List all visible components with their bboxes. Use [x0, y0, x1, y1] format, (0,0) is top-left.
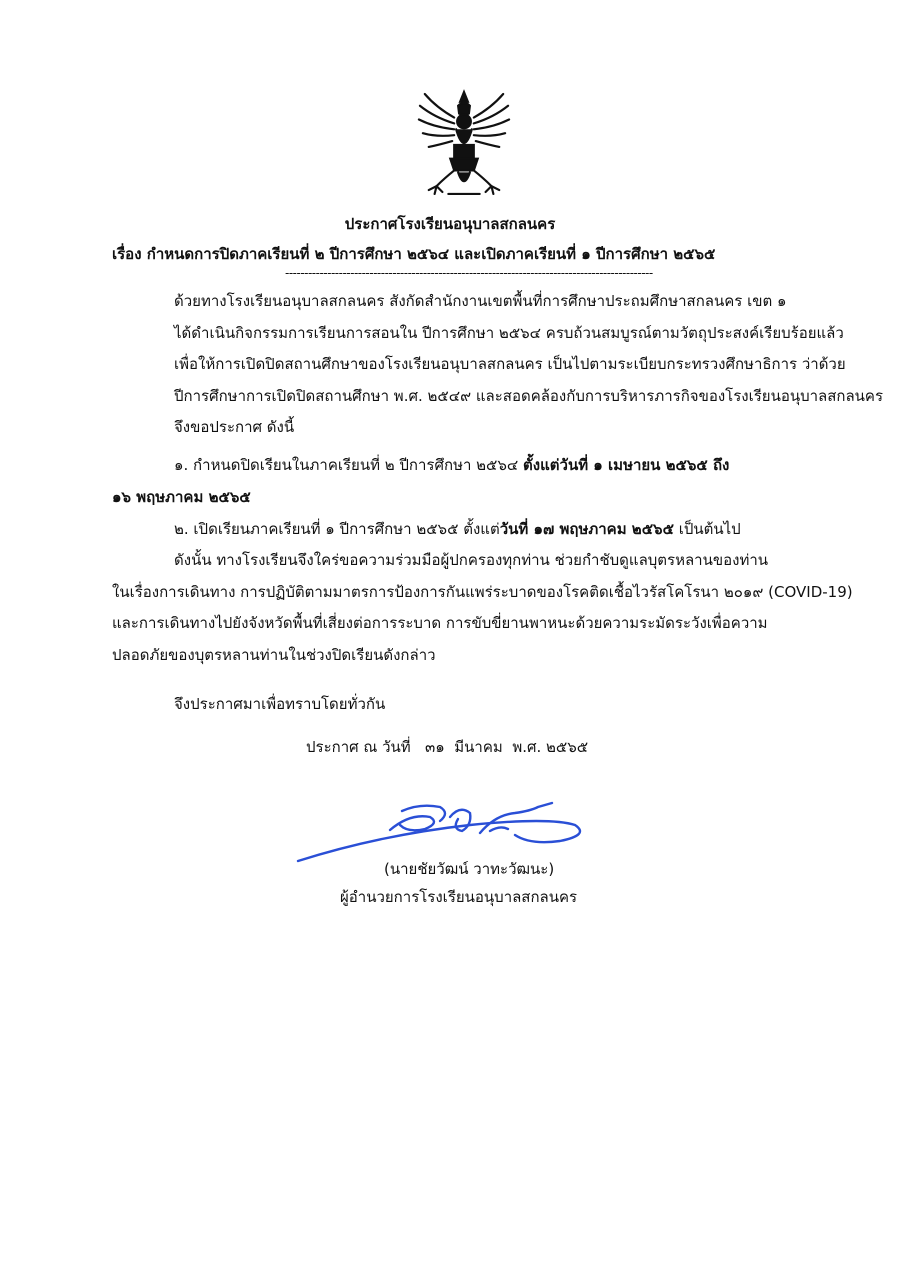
intro-line: จึงขอประกาศ ดังนี้	[174, 418, 295, 436]
announcement-title: ประกาศโรงเรียนอนุบาลสกลนคร	[344, 215, 556, 233]
item-1-text: ๑. กำหนดปิดเรียนในภาคเรียนที่ ๒ ปีการศึกษา ๒๕๖๔	[174, 456, 524, 474]
item-1-end-date: ๑๖ พฤษภาคม ๒๕๖๕	[112, 487, 251, 506]
signatory-name: (นายชัยวัฒน์ วาทะวัฒนะ)	[384, 860, 555, 878]
request-line: และการเดินทางไปยังจังหวัดพื้นที่เสี่ยงต่อการระบาด การขับขี่ยานพาหนะด้วยความระมัดระวังเพื่อความ	[112, 614, 768, 632]
item-2-suffix: เป็นต้นไป	[673, 520, 741, 538]
request-line: ดังนั้น ทางโรงเรียนจึงใคร่ขอความร่วมมือผู้ปกครองทุกท่าน ช่วยกำชับดูแลบุตรหลานของท่าน	[174, 551, 769, 569]
intro-line: ปีการศึกษาการเปิดปิดสถานศึกษา พ.ศ. ๒๕๔๙ และสอดคล้องกับการบริหารภารกิจของโรงเรียนอนุบาลสกลนคร	[174, 386, 884, 405]
item-1-paragraph	[112, 450, 817, 513]
intro-line: ด้วยทางโรงเรียนอนุบาลสกลนคร สังกัดสำนักงานเขตพื้นที่การศึกษาประถมศึกษาสกลนคร เขต ๑	[174, 292, 787, 310]
intro-line: ได้ดำเนินกิจกรรมการเรียนการสอนใน ปีการศึกษา ๒๕๖๔ ครบถ้วนสมบูรณ์ตามวัตถุประสงค์เรียบร้อยแล้ว	[174, 323, 844, 342]
item-2-paragraph	[112, 514, 817, 546]
request-line: ในเรื่องการเดินทาง การปฏิบัติตามมาตรการป้องการกันแพร่ระบาดของโรคติดเชื้อไวรัสโคโรนา ๒๐๑๙ (COVID-19)	[112, 582, 853, 601]
announcement-date: ประกาศ ณ วันที่ ๓๑ มีนาคม พ.ศ. ๒๕๖๕	[306, 738, 589, 756]
announcement-subject: เรื่อง กำหนดการปิดภาคเรียนที่ ๒ ปีการศึกษา ๒๕๖๔ และเปิดภาคเรียนที่ ๑ ปีการศึกษา ๒๕๖๕	[112, 245, 716, 263]
signatory-position: ผู้อำนวยการโรงเรียนอนุบาลสกลนคร	[340, 888, 578, 906]
item-2-date: วันที่ ๑๗ พฤษภาคม ๒๕๖๕	[499, 520, 674, 538]
intro-line: เพื่อให้การเปิดปิดสถานศึกษาของโรงเรียนอนุบาลสกลนคร เป็นไปตามระเบียบกระทรวงศึกษาธิการ ว่าด้วย	[174, 355, 846, 373]
garuda-emblem-icon	[415, 88, 513, 198]
item-1-date-range: ตั้งแต่วันที่ ๑ เมษายน ๒๕๖๕ ถึง	[523, 456, 730, 474]
closing-statement: จึงประกาศมาเพื่อทราบโดยทั่วกัน	[174, 695, 386, 713]
intro-paragraph	[112, 286, 884, 444]
request-paragraph	[112, 545, 853, 671]
item-2-text: ๒. เปิดเรียนภาคเรียนที่ ๑ ปีการศึกษา ๒๕๖๕ ตั้งแต่	[174, 520, 500, 538]
divider-line: ------------------------------------------------------------------------------------------------	[285, 266, 653, 280]
request-line: ปลอดภัยของบุตรหลานท่านในช่วงปิดเรียนดังกล่าว	[112, 645, 436, 664]
